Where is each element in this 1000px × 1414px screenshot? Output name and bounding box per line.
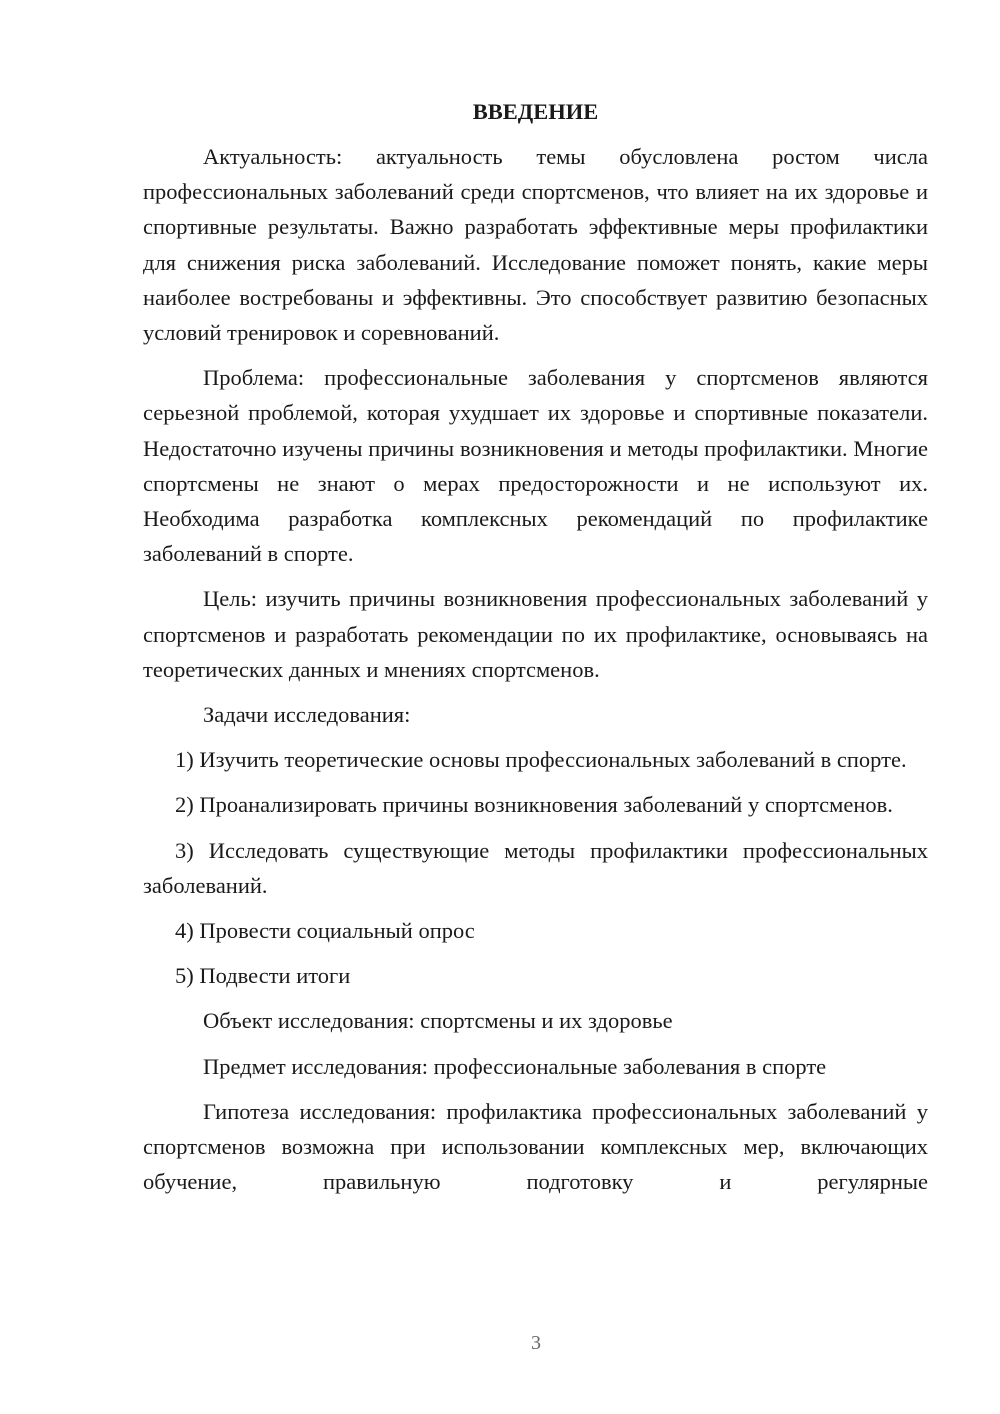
- object-paragraph: Объект исследования: спортсмены и их здоровье: [203, 1008, 673, 1034]
- task-item-5: 5) Подвести итоги: [175, 963, 351, 989]
- goal-paragraph: Цель: изучить причины возникновения профессиональных заболеваний у спортсменов и разработать рекомендации по их профилактике, основываясь на теоретических данных и мнениях спортсменов.: [143, 586, 928, 682]
- document-page: [143, 94, 928, 1209]
- subject-paragraph: Предмет исследования: профессиональные заболевания в спорте: [203, 1053, 827, 1079]
- task-item-3: 3) Исследовать существующие методы профилактики профессиональных заболеваний.: [143, 837, 928, 898]
- page-number: 3: [531, 1332, 541, 1354]
- tasks-heading: Задачи исследования:: [203, 702, 411, 728]
- task-item-4: 4) Провести социальный опрос: [175, 918, 475, 944]
- section-title: ВВЕДЕНИЕ: [472, 99, 599, 124]
- relevance-paragraph: Актуальность: актуальность темы обусловлена ростом числа профессиональных заболеваний среди спортсменов, что влияет на их здоровье и спортивные результаты. Важно разработать эффективные меры профилактики для снижения риска заболеваний. Исследование поможет понять, какие меры наиболее востребованы и эффективны. Это способствует развитию безопасных условий тренировок и соревнований.: [143, 144, 928, 346]
- task-item-2: 2) Проанализировать причины возникновения заболеваний у спортсменов.: [175, 792, 893, 818]
- hypothesis-paragraph: Гипотеза исследования: профилактика профессиональных заболеваний у спортсменов возможна при использовании комплексных мер, включающих обучение, правильную подготовку и регулярные: [143, 1098, 928, 1195]
- task-item-1: 1) Изучить теоретические основы профессиональных заболеваний в спорте.: [175, 747, 907, 773]
- problem-paragraph: Проблема: профессиональные заболевания у спортсменов являются серьезной проблемой, которая ухудшает их здоровье и спортивные показатели. Недостаточно изучены причины возникновения и методы профилактики. Многие спортсмены не знают о мерах предосторожности и не используют их. Необходима разработка комплексных рекомендаций по профилактике заболеваний в спорте.: [143, 365, 928, 567]
